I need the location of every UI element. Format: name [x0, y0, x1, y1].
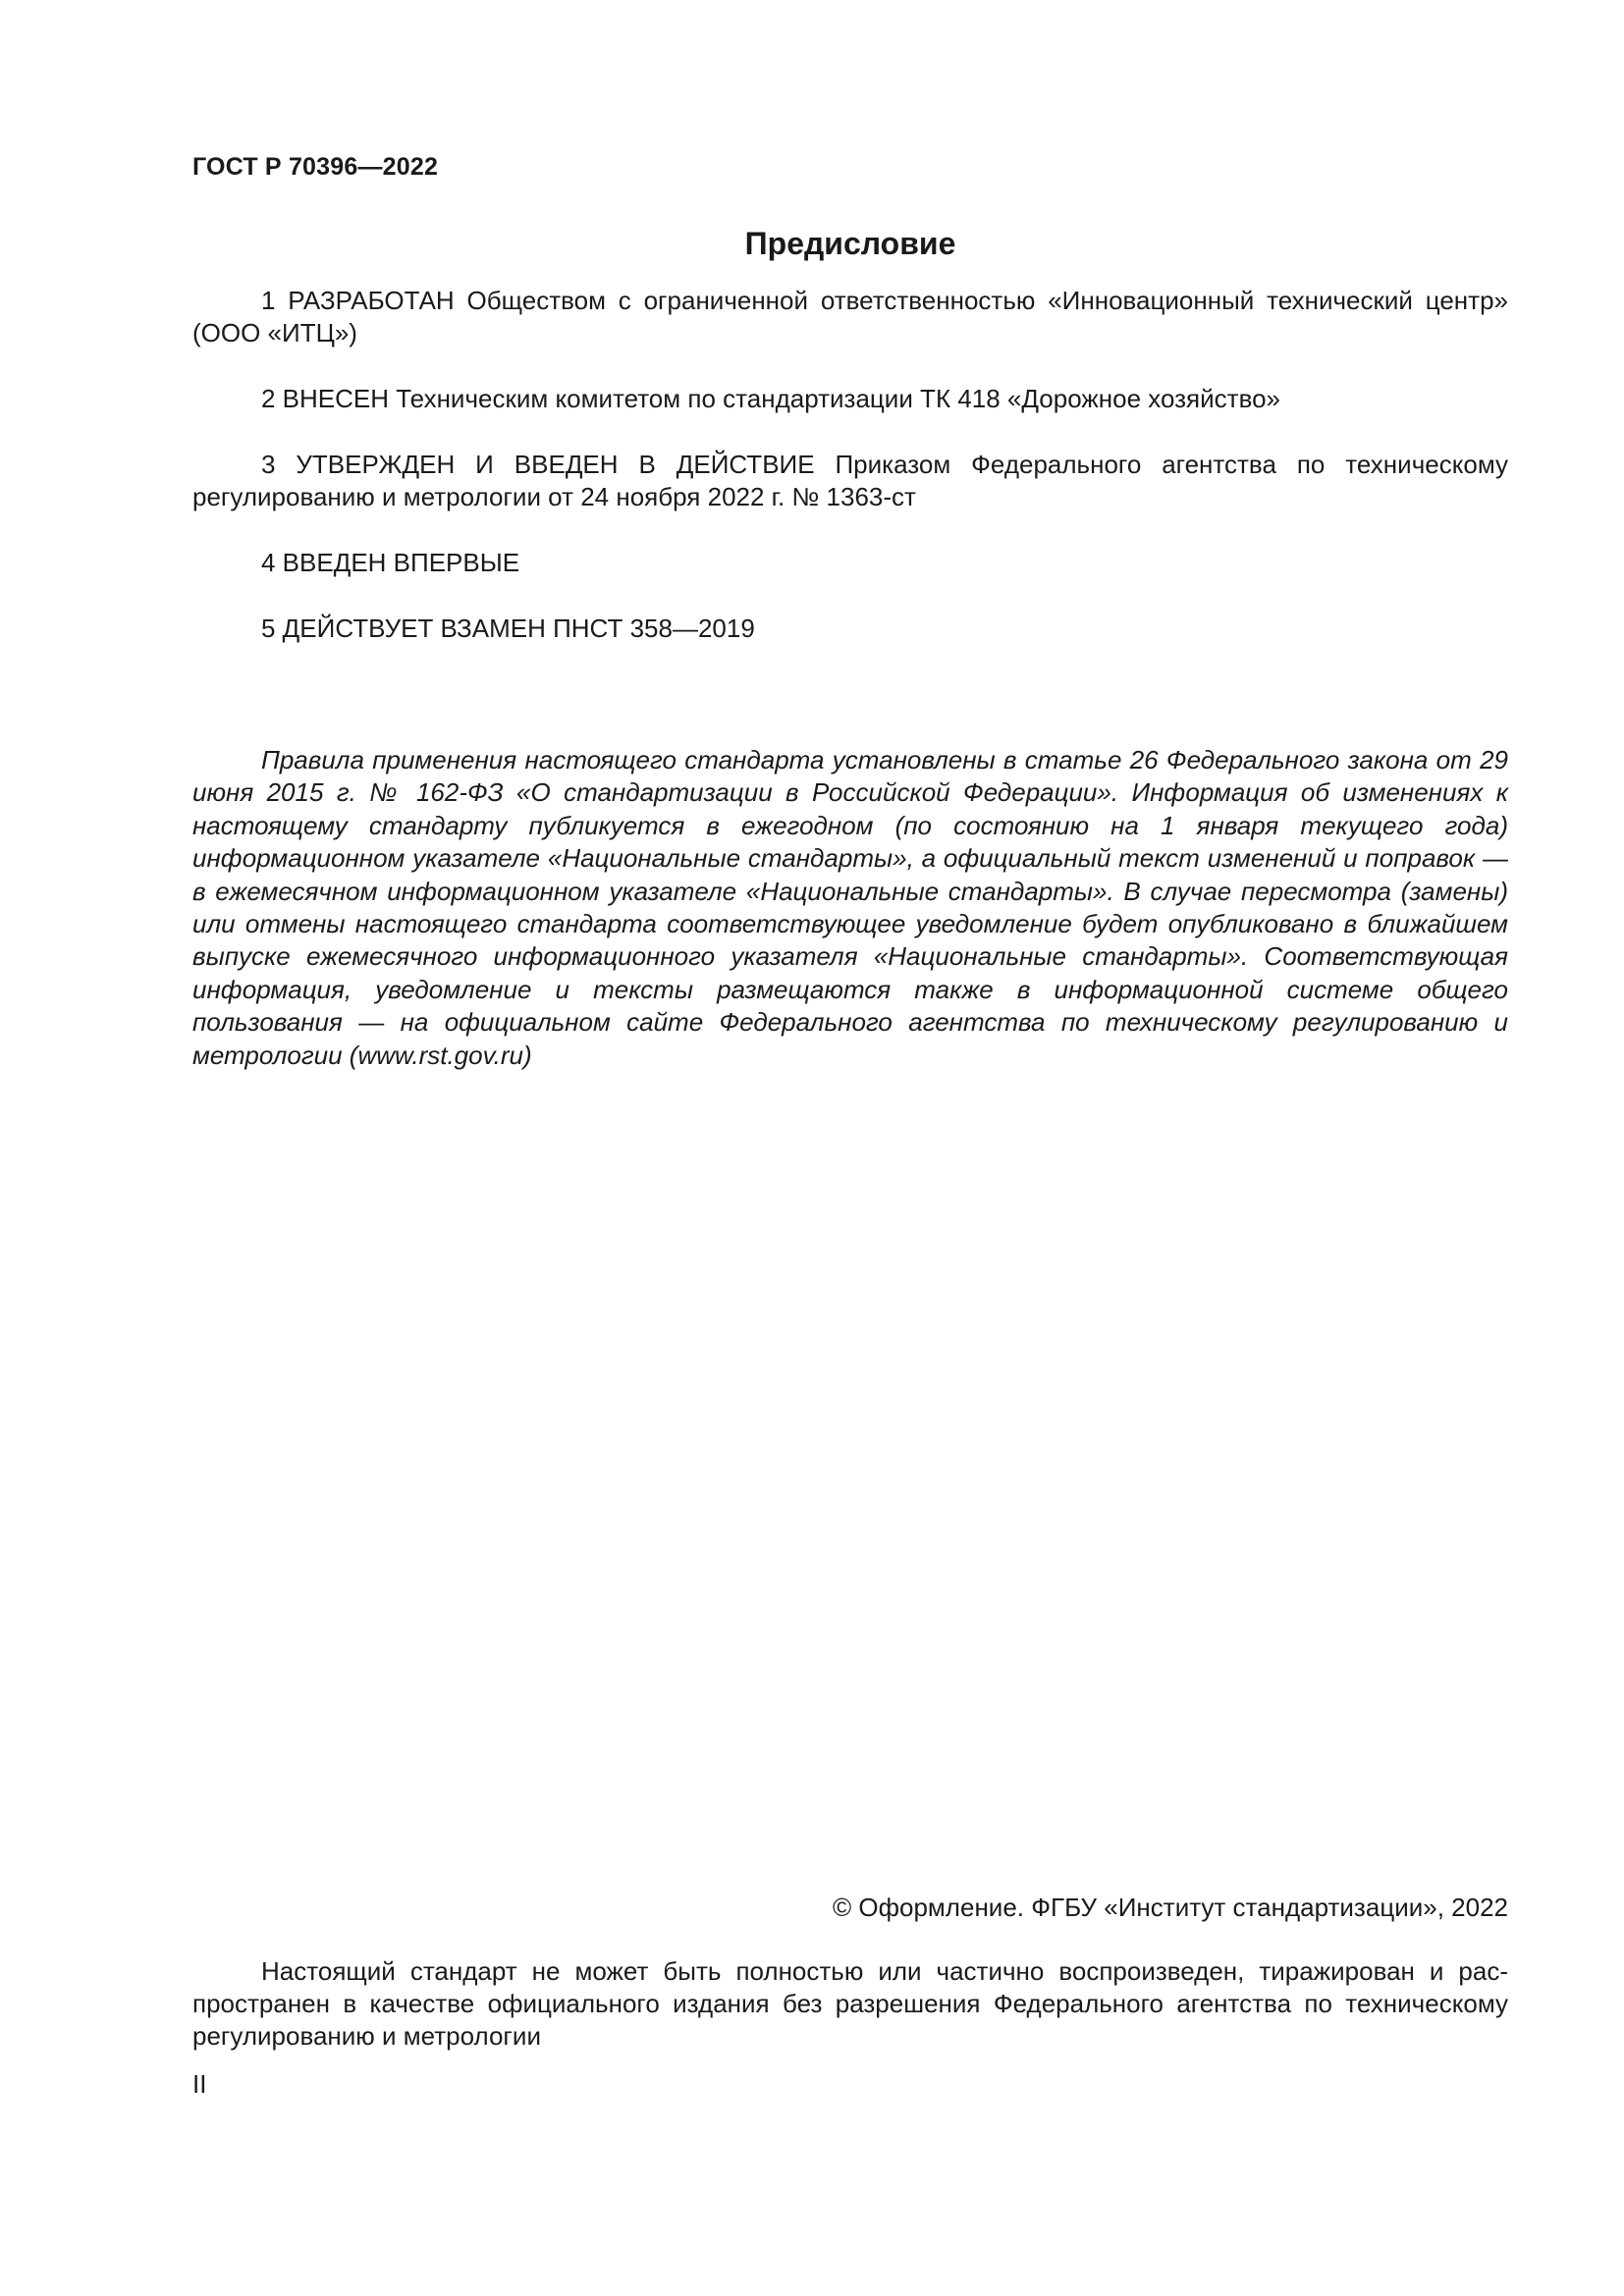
- foreword-item-text: 1 РАЗРАБОТАН Обществом с ограниченной ответственностью «Инновационный технический центр» (ООО «ИТЦ»): [192, 286, 1508, 347]
- foreword-item-approved: [192, 449, 1508, 513]
- foreword-item-text: 2 ВНЕСЕН Техническим комитетом по стандартизации ТК 418 «Дорожное хозяйство»: [261, 384, 1281, 413]
- page-number: II: [192, 2069, 207, 2099]
- foreword-item-replaces: [192, 613, 1508, 645]
- document-code-header: ГОСТ Р 70396—2022: [192, 153, 439, 181]
- foreword-item-text: 4 ВВЕДЕН ВПЕРВЫЕ: [261, 548, 520, 577]
- foreword-item-first-introduced: [192, 547, 1508, 579]
- copyright-line: © Оформление. ФГБУ «Институт стандартизации», 2022: [833, 1893, 1508, 1922]
- foreword-item-submitted: [192, 383, 1508, 415]
- foreword-item-developed: [192, 285, 1508, 349]
- application-rules-text: Правила применения настоящего стандарта установлены в статье 26 Федерального закона от 29 июня 2015 г. № 162-ФЗ «О стандартизации в Российской Федерации». Информация об изменениях к настоящему стандарту публикуется в ежегодном (по состоянию на 1 января текущего года) информационном указателе «Национальные стандарты», а официальный текст изменений и поправок — в ежемесячном информационном указателе «Национальные стандарты». В случае пересмотра (замены) или отмены настоящего стандарта соответствующее уведомление будет опубликовано в ближайшем выпуске ежемесячного информационного указателя «Национальные стандарты». Соответствующая информация, уведомление и тексты размещаются также в информационной системе общего пользования — на официальном сайте Федерального агентства по техническому регулированию и метрологии (www.rst.gov.ru): [192, 745, 1508, 1070]
- reproduction-notice-block: [192, 1955, 1508, 2053]
- page-title: Предисловие: [744, 226, 956, 261]
- foreword-item-text: 5 ДЕЙСТВУЕТ ВЗАМЕН ПНСТ 358—2019: [261, 614, 755, 643]
- application-rules-block: [192, 744, 1508, 1072]
- foreword-item-text: 3 УТВЕРЖДЕН И ВВЕДЕН В ДЕЙСТВИЕ Приказом Федерального агентства по техническому регулированию и метрологии от 24 ноября 2022 г. № 1363-ст: [192, 450, 1508, 511]
- reproduction-notice-text: Настоящий стандарт не может быть полностью или частично воспроизведен, тиражирован и распространен в качестве официального издания без разрешения Федерального агентства по техническому регулированию и метрологии: [192, 1956, 1508, 2051]
